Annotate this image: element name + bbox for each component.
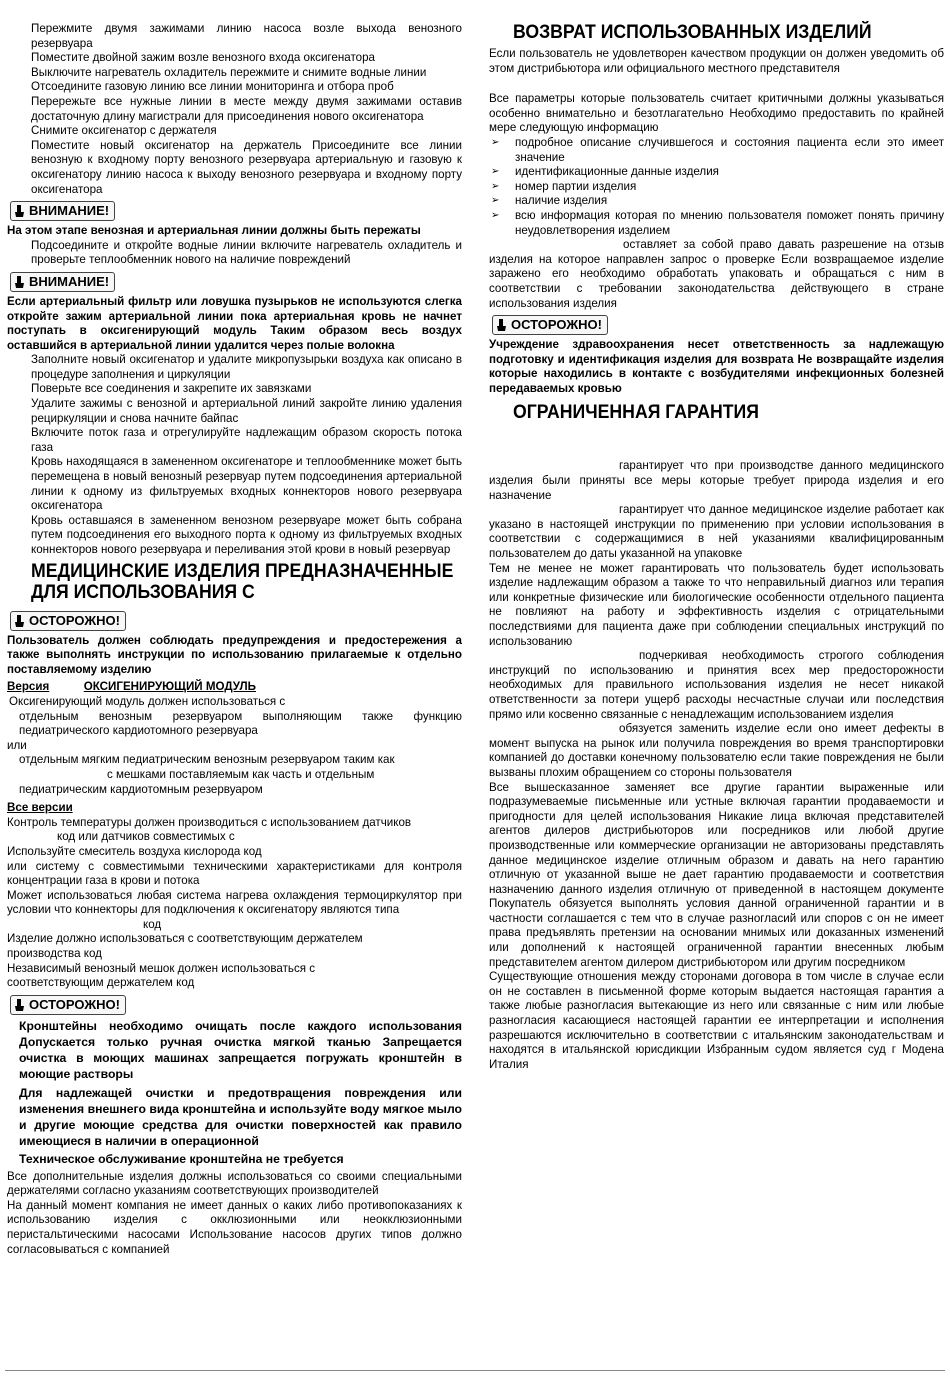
return-bullet: ➢ наличие изделия [489, 194, 944, 209]
hand-warning-icon [14, 275, 26, 289]
return-paragraph: Все параметры которые пользователь считает критичными должны указываться особенно внимательно и безотлагательно Необходимо предоставить по крайней мере следующую информацию [489, 92, 944, 135]
caution-text-3: Учреждение здравоохранения несет ответственность за надлежащую подготовку и идентификация изделия для возврата Не возвращайте изделия которые находились в контакте с возбудителями инфекционных болезней передаваемых кровью [489, 338, 944, 395]
closing-paragraph: Все дополнительные изделия должны использоваться со своими специальными держателями согласно указаниям соответствующих производителей [7, 1169, 462, 1198]
return-paragraph: Если пользователь не удовлетворен качеством продукции он должен уведомить об этом дистрибьютора или официального местного представителя [489, 47, 944, 75]
return-bullet: ➢ подробное описание случившегося и состояния пациента если это имеет значение [489, 136, 944, 165]
version-option: отдельным венозным резервуаром выполняющим также функцию педиатрического кардиотомного резервуара [19, 709, 462, 738]
warning-label-2 [10, 272, 115, 292]
step-item: Кровь оставшаяся в замененном венозном резервуаре может быть собрана путем подсоединения его выходного порта к одному из фильтруемых входных коннекторов нового резервуара и переливания этой крови в новый резервуар [31, 513, 462, 556]
all-versions-item: соответствующим держателем код [7, 976, 195, 990]
step-item: Отсоедините газовую линию все линии мониторинга и отбора проб [31, 80, 394, 94]
warranty-paragraph: подчеркивая необходимость строгого соблюдения инструкций по использованию и принятия всех мер предосторожности необходимых для правильного использования изделия не несет никакой ответственности за потери ущерб расходы несчастные случаи или последствия прямо или косвенно связанные с ненадлежащим использованием изделия [489, 649, 944, 721]
step-item: Пережмите двумя зажимами линию насоса возле выхода венозного резервуара [31, 22, 462, 50]
all-versions-item: код или датчиков совместимых с [57, 830, 235, 844]
step-item: Поверьте все соединения и закрепите их завязками [31, 382, 312, 396]
warranty-paragraph: Тем не менее не может гарантировать что пользователь будет использовать изделие надлежащим образом а также то что неправильный диагноз или терапия или конкретные физические или биологические особенности отдельного пациента не повлияют на работу и эффективность изделия с отрицательными последствиями для пациента даже при соблюдении специальных инструкций по использованию [489, 561, 944, 648]
hand-warning-icon [496, 318, 508, 332]
caution-label-text: ОСТОРОЖНО! [511, 317, 602, 333]
all-versions-item: код [143, 917, 162, 931]
step-item: Кровь находящаяся в замененном оксигенаторе и теплообменнике может быть перемещена в новый венозный резервуар путем подсоединения артериальной линии к одному из фильтруемых входных коннекторов нового резервуара оксигенатора [31, 455, 462, 513]
section-heading-devices: МЕДИЦИНСКИЕ ИЗДЕЛИЯ ПРЕДНАЗНАЧЕННЫЕ ДЛЯ ИСПОЛЬЗОВАНИЯ С [31, 560, 454, 603]
warning-label-text: ВНИМАНИЕ! [29, 273, 110, 289]
left-column [7, 22, 462, 1257]
warranty-paragraph: обязуется заменить изделие если оно имеет дефекты в момент выпуска на рынок или получила повреждения во время транспортировки компанией до доставки конечному пользователю если такие повреждения не были вызваны плохим обращением со стороны пользователя [489, 722, 944, 779]
all-versions-item: Независимый венозный мешок должен использоваться с [7, 961, 316, 975]
return-bullet: ➢ всю информация которая по мнению пользователя поможет понять причину неудовлетворения изделием [489, 209, 944, 238]
all-versions-label: Все версии [7, 801, 73, 815]
all-versions-item: Может использоваться любая система нагрева охлаждения термоциркулятор при условии что коннекторы для подключения к оксигенатору являются типа [7, 888, 462, 917]
caution-paragraph: Техническое обслуживание кронштейна не требуется [19, 1152, 344, 1167]
version-option: педиатрическим кардиотомным резервуаром [19, 782, 263, 796]
caution-label-text: ОСТОРОЖНО! [29, 612, 120, 628]
caution-text-1: Пользователь должен соблюдать предупреждения и предостережения а также выполнять инструкции по использованию прилагаемые к отдельно поставляемому изделию [7, 633, 462, 676]
warning-label-text: ВНИМАНИЕ! [29, 203, 110, 219]
hand-warning-icon [14, 204, 26, 218]
caution-paragraph: Кронштейны необходимо очищать после каждого использования Допускается только ручная очистка мягкой тканью Запрещается очистка в моющих машинах запрещается погружать кронштейн в моющие растворы [19, 1018, 462, 1082]
return-bullet: ➢ номер партии изделия [489, 180, 944, 195]
warranty-paragraph: Все вышесказанное заменяет все другие гарантии выраженные или подразумеваемые письменные или устные включая гарантии продаваемости и пригодности для целей использования Никакие лица включая представителей агентов дилеров дистрибьюторов или посредников или любой другие производственные или коммерческие организации не авторизованы представлять данное медицинское изделие отличным образом и давать на него гарантию отличную от указанной выше не дает гарантию продаваемости и соответствия назначению данного изделия отличную от приведенной в настоящем документе Покупатель обязуется выполнять условия данной ограниченной гарантии и в частности соглашается с тем что в случае разногласий или споров с он не имеет права предъявлять претензии на основании мнимых или доказанных изменений или дополнений к настоящей ограниченной гарантии внесенных любым представителем агентом дилером дистрибьютором или другим посредником [489, 780, 944, 969]
right-column [489, 22, 944, 1072]
step-item: Поместите двойной зажим возле венозного входа оксигенатора [31, 51, 375, 65]
step-item: Заполните новый оксигенатор и удалите микропузырьки воздуха как описано в процедуре заполнения и циркуляции [31, 353, 462, 381]
step-item: Подсоедините и откройте водные линии включите нагреватель охладитель и проверьте теплообменник нового на наличие повреждений [31, 238, 462, 267]
caution-text-2 [7, 1018, 462, 1168]
closing-paragraph: На данный момент компания не имеет данных о каких либо противопоказаниях к использованию изделия с окклюзионными или неокклюзионными перистальтическими насосами Использование насосов других типов должно согласовываться с компанией [7, 1198, 462, 1256]
caution-label-text: ОСТОРОЖНО! [29, 996, 120, 1012]
caution-label-3 [492, 315, 608, 335]
section-heading-warranty: ОГРАНИЧЕННАЯ ГАРАНТИЯ [513, 402, 759, 424]
version-line [7, 680, 462, 695]
step-item: Удалите зажимы с венозной и артериальной линий закройте линию удаления рециркуляции и снова начните байпас [31, 397, 462, 425]
caution-label-1 [10, 611, 126, 631]
step-item: Выключите нагреватель охладитель пережмите и снимите водные линии [31, 65, 427, 79]
warning-text-2: Если артериальный фильтр или ловушка пузырьков не используются слегка откройте зажим артериальной линии пока артериальная кровь не начнет поступать в оксигенирующий модуль Таким образом весь воздух оставшийся в артериальной линии удалится через полые волокна [7, 294, 462, 352]
return-bullet: ➢ идентификационные данные изделия [489, 165, 944, 180]
version-intro: Оксигенирующий модуль должен использоваться с [9, 694, 286, 708]
return-paragraph: оставляет за собой право давать разрешение на отзыв изделия на которое направлен запрос о проверке Если возвращаемое изделие заражено его необходимо обработать упаковать и обращаться с ним в соответствии с требовании законодательства действующего в стране использования изделия [489, 238, 944, 310]
section-heading-return: ВОЗВРАТ ИСПОЛЬЗОВАННЫХ ИЗДЕЛИЙ [513, 22, 872, 43]
version-option: с мешками поставляемым как часть и отдельным [107, 767, 375, 781]
warranty-paragraph: гарантирует что данное медицинское изделие работает как указано в настоящей инструкции по применению при условии использования в соответствии с содержащимися в ней указаниями квалифицированным пользователем до даты указанной на упаковке [489, 503, 944, 561]
step-item: Включите поток газа и отрегулируйте надлежащим образом скорость потока газа [31, 426, 462, 454]
all-versions-item: производства код [7, 947, 102, 961]
step-item: Поместите новый оксигенатор на держатель Присоедините все линии венозную к входному порту венозного резервуара артериальную и газовую к оксигенатору линию насоса к выходу венозного резервуара и входному порту оксигенатора [31, 138, 462, 196]
all-versions-item: Контроль температуры должен производиться с использованием датчиков [7, 815, 412, 829]
warranty-paragraph: гарантирует что при производстве данного медицинского изделия были приняты все меры которые требует природа изделия и его назначение [489, 459, 944, 502]
caution-label-2 [10, 995, 126, 1015]
version-label: Версия [7, 680, 50, 694]
all-versions-item: или систему с совместимыми техническими характеристиками для контроля концентрации газа в крови и потока [7, 859, 462, 888]
version-or: или [7, 738, 27, 752]
footer-divider [5, 1370, 945, 1371]
version-option: отдельным мягким педиатрическим венозным резервуаром таким как [19, 753, 395, 767]
warning-label-1 [10, 201, 115, 221]
hand-warning-icon [14, 614, 26, 628]
all-versions-item: Изделие должно использоваться с соответствующим держателем [7, 932, 363, 946]
all-versions-item: Используйте смеситель воздуха кислорода код [7, 844, 262, 858]
step-item: Перережьте все нужные линии в месте между двумя зажимами оставив достаточную длину магистрали для присоединения нового оксигенатора [31, 94, 462, 123]
hand-warning-icon [14, 998, 26, 1012]
caution-paragraph: Для надлежащей очистки и предотвращения повреждения или изменения внешнего вида кронштейна и используйте воду мягкое мыло и другие моющие средства для очистки поверхностей как правило имеющиеся в наличии в операционной [19, 1085, 462, 1149]
warranty-paragraph: Существующие отношения между сторонами договора в том числе в случае если он не составлен в письменной форме которым выдается настоящая гарантия а также любые разногласия вытекающие из него или связанные с ним или любые разногласия касающиеся настоящей гарантии ее интерпретации и исполнения разрешаются исключительно в соответствии с итальянским законодательствам и находятся в итальянской юрисдикции Избранным судом является суд г Модена Италия [489, 970, 944, 1071]
warning-text-1: На этом этапе венозная и артериальная линии должны быть пережаты [7, 224, 421, 238]
version-title: ОКСИГЕНИРУЮЩИЙ МОДУЛЬ [83, 680, 256, 694]
step-item: Снимите оксигенатор с держателя [31, 124, 217, 138]
